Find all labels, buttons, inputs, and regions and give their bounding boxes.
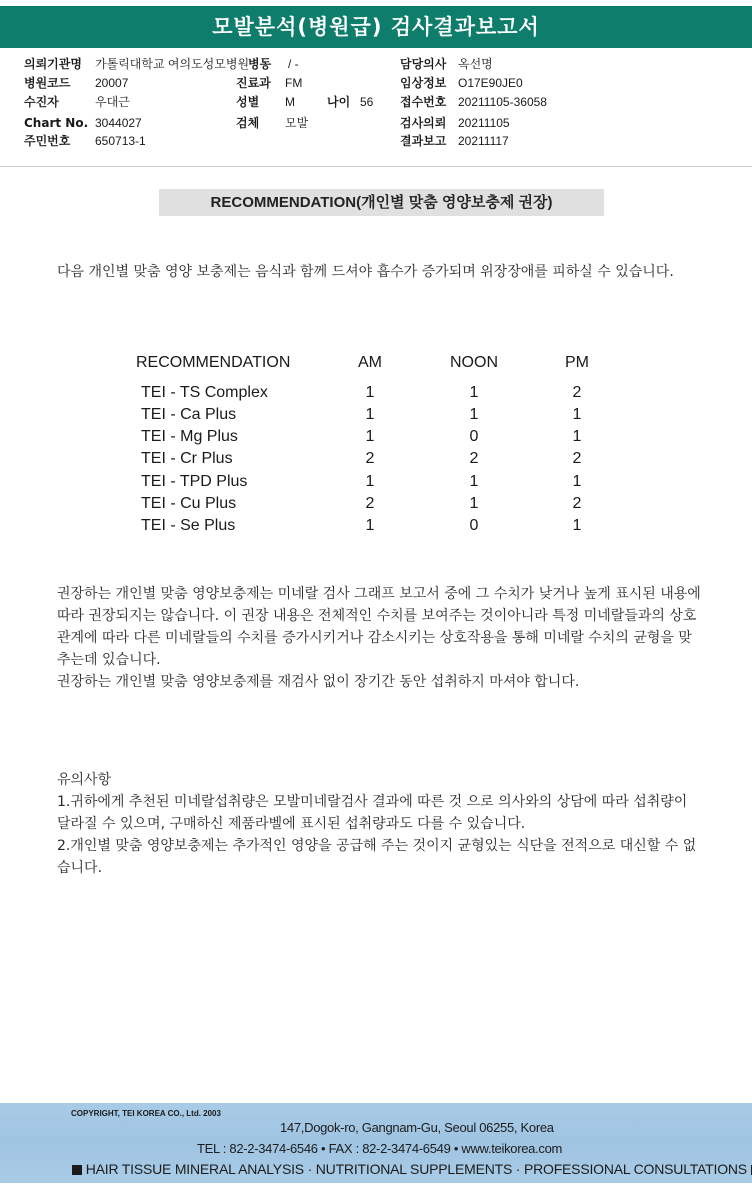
recommendation-notes: [57, 583, 702, 693]
hospital-code-value: 20007: [95, 76, 129, 90]
noon-dose: 0: [469, 517, 479, 534]
caution-item-2: 2.개인별 맞춤 영양보충제는 추가적인 영양을 공급해 주는 것이지 균형있는 식단을 전적으로 대신할 수 없습니다.: [57, 838, 697, 876]
request-date-label: 검사의뢰: [400, 116, 447, 130]
clinical-info-label: 임상정보: [400, 76, 447, 90]
doctor-value: 옥선명: [458, 57, 493, 71]
noon-dose: 1: [469, 495, 479, 512]
pm-dose: 1: [572, 473, 582, 490]
pm-dose: 2: [572, 495, 582, 512]
footer-copyright: COPYRIGHT, TEI KOREA CO., Ltd. 2003: [71, 1109, 221, 1118]
caution-item-1: 1.귀하에게 추천된 미네랄섭취량은 모발미네랄검사 결과에 따른 것 으로 의사와의 상담에 따라 섭취량이 달라질 수 있으며, 구매하신 제품라벨에 표시된 섭취량과도 다를 수 있습니다.: [57, 794, 688, 832]
header-divider: [0, 166, 752, 167]
am-dose: 1: [365, 428, 375, 445]
am-dose: 2: [365, 495, 375, 512]
recommendation-table: [136, 352, 636, 542]
am-dose: 1: [365, 517, 375, 534]
sex-value: M: [285, 95, 295, 109]
info-row-1: [24, 55, 744, 73]
pm-dose: 2: [572, 450, 582, 467]
supplement-name: TEI - TS Complex: [141, 384, 268, 401]
hospital-code-label: 병원코드: [24, 76, 71, 90]
institution-value: 가톨릭대학교 여의도성모병원: [95, 57, 250, 71]
supplement-name: TEI - Mg Plus: [141, 428, 238, 445]
table-row: [136, 404, 636, 426]
specimen-value: 모발: [285, 116, 309, 130]
recommendation-note-2: 권장하는 개인별 맞춤 영양보충제를 재검사 없이 장기간 동안 섭취하지 마셔야 합니다.: [57, 674, 580, 690]
receipt-no-label: 접수번호: [400, 95, 447, 109]
noon-dose: 2: [469, 450, 479, 467]
caution-section: [57, 769, 705, 879]
pm-dose: 2: [572, 384, 582, 401]
institution-label: 의뢰기관명: [24, 57, 82, 71]
info-row-3: [24, 93, 744, 111]
am-dose: 1: [365, 406, 375, 423]
recommendation-intro: 다음 개인별 맞춤 영양 보충제는 음식과 함께 드셔야 흡수가 증가되며 위장장애를 피하실 수 있습니다.: [57, 264, 674, 280]
noon-dose: 0: [469, 428, 479, 445]
receipt-no-value: 20211105-36058: [458, 95, 547, 109]
age-value: 56: [360, 95, 374, 109]
clinical-info-value: O17E90JE0: [458, 76, 523, 90]
department-label: 진료과: [236, 76, 271, 90]
chart-no-label: Chart No.: [24, 116, 89, 130]
pm-dose: 1: [572, 517, 582, 534]
supplement-name: TEI - Cr Plus: [141, 450, 233, 467]
table-row: [136, 515, 636, 537]
request-date-value: 20211105: [458, 116, 510, 130]
ward-label: 병동: [248, 57, 272, 71]
examinee-value: 우대근: [95, 95, 130, 109]
examinee-label: 수진자: [24, 95, 59, 109]
resident-no-label: 주민번호: [24, 134, 71, 148]
supplement-name: TEI - TPD Plus: [141, 473, 248, 490]
supplement-name: TEI - Cu Plus: [141, 495, 237, 512]
info-row-5: [24, 132, 744, 150]
am-dose: 1: [365, 473, 375, 490]
footer-address: 147,Dogok-ro, Gangnam-Gu, Seoul 06255, Korea: [280, 1120, 554, 1135]
report-date-label: 결과보고: [400, 134, 447, 148]
caution-heading: 유의사항: [57, 772, 112, 788]
pm-dose: 1: [572, 428, 582, 445]
report-date-value: 20211117: [458, 134, 509, 148]
doctor-label: 담당의사: [400, 57, 447, 71]
supplement-name: TEI - Ca Plus: [141, 406, 237, 423]
info-row-2: [24, 74, 744, 92]
supplement-name: TEI - Se Plus: [141, 517, 236, 534]
info-row-4: [24, 114, 744, 132]
table-row: [136, 448, 636, 470]
report-title: 모발분석(병원급) 검사결과보고서: [0, 6, 752, 48]
am-dose: 2: [365, 450, 375, 467]
pm-dose: 1: [572, 406, 582, 423]
table-row: [136, 493, 636, 515]
table-row: [136, 426, 636, 448]
footer-banner: [0, 1103, 752, 1183]
table-row: [136, 382, 636, 404]
chart-no-value: 3044027: [95, 116, 142, 130]
resident-no-value: 650713-1: [95, 134, 146, 148]
age-label: 나이: [327, 95, 351, 109]
sex-label: 성별: [236, 95, 260, 109]
patient-info-block: [24, 55, 744, 155]
recommendation-note-1: 권장하는 개인별 맞춤 영양보충제는 미네랄 검사 그래프 보고서 중에 그 수치가 낮거나 높게 표시된 내용에 따라 권장되지는 않습니다. 이 권장 내용은 전체적인 수치를 보여주는 것이아니라 특정 미네랄들과의 상호관계에 따라 다른 미네랄들의 수치를 증가시키거나 감소시키는 상호작용을 통해 미네랄 수치의 균형을 맞추는데 있습니다.: [57, 586, 701, 668]
col-header-pm: PM: [565, 354, 589, 371]
footer-tagline-row: [72, 1161, 752, 1177]
department-value: FM: [285, 76, 303, 90]
specimen-label: 검체: [236, 116, 260, 130]
col-header-recommendation: RECOMMENDATION: [136, 354, 291, 371]
noon-dose: 1: [469, 406, 479, 423]
recommendation-title: RECOMMENDATION(개인별 맞춤 영양보충제 권장): [159, 189, 604, 216]
col-header-am: AM: [358, 354, 382, 371]
ward-value: / -: [288, 57, 299, 71]
table-row: [136, 471, 636, 493]
footer-contact: TEL : 82-2-3474-6546 • FAX : 82-2-3474-6549 • www.teikorea.com: [197, 1141, 563, 1156]
am-dose: 1: [365, 384, 375, 401]
noon-dose: 1: [469, 384, 479, 401]
square-bullet-icon: [72, 1165, 82, 1175]
noon-dose: 1: [469, 473, 479, 490]
col-header-noon: NOON: [450, 354, 498, 371]
footer-tagline: HAIR TISSUE MINERAL ANALYSIS · NUTRITIONAL SUPPLEMENTS · PROFESSIONAL CONSULTATIONS: [85, 1161, 747, 1177]
